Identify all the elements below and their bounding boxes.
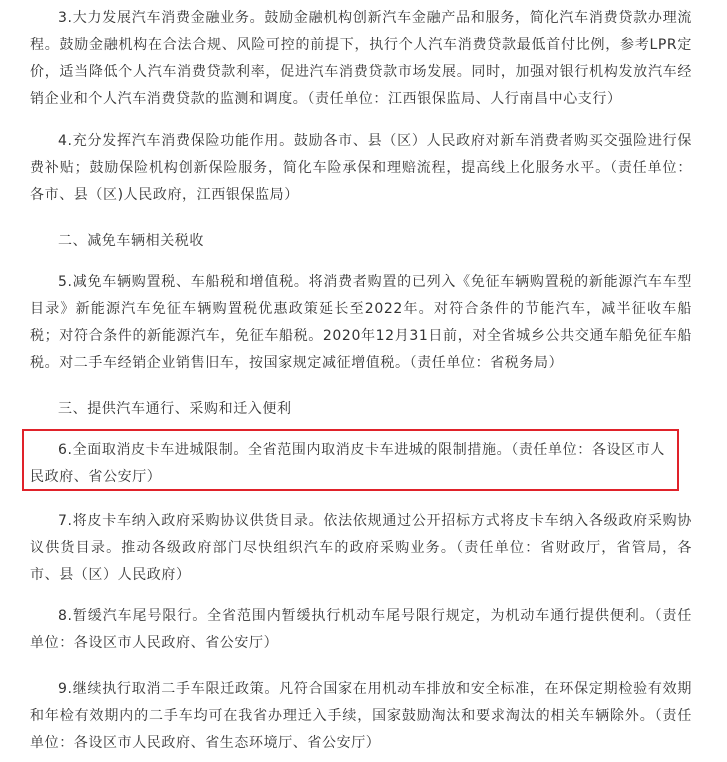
- section-heading-2: 二、减免车辆相关税收: [58, 233, 204, 249]
- paragraph-4: 4.充分发挥汽车消费保险功能作用。鼓励各市、县（区）人民政府对新车消费者购买交强险进行保费补贴；鼓励保险机构创新保险服务，简化车险承保和理赔流程，提高线上化服务水平。（责任单位：各市、县（区)人民政府，江西银保监局）: [30, 133, 692, 203]
- red-highlight-box: [22, 429, 679, 491]
- section-heading-3: 三、提供汽车通行、采购和迁入便利: [58, 401, 292, 417]
- paragraph-5: 5.减免车辆购置税、车船税和增值税。将消费者购置的已列入《免征车辆购置税的新能源汽车车型目录》新能源汽车免征车辆购置税优惠政策延长至2022年。对符合条件的节能汽车，减半征收车船税；对符合条件的新能源汽车，免征车船税。2020年12月31日前，对全省城乡公共交通车船免征车船税。对二手车经销企业销售旧车，按国家规定减征增值税。（责任单位：省税务局）: [30, 274, 692, 371]
- paragraph-6: 6.全面取消皮卡车进城限制。全省范围内取消皮卡车进城的限制措施。（责任单位：各设区市人民政府、省公安厅）: [30, 442, 665, 485]
- paragraph-9: 9.继续执行取消二手车限迁政策。凡符合国家在用机动车排放和安全标准，在环保定期检验有效期和年检有效期内的二手车均可在我省办理迁入手续，国家鼓励淘汰和要求淘汰的相关车辆除外。（责任单位：各设区市人民政府、省生态环境厅、省公安厅）: [30, 681, 692, 751]
- paragraph-3: 3.大力发展汽车消费金融业务。鼓励金融机构创新汽车金融产品和服务，简化汽车消费贷款办理流程。鼓励金融机构在合法合规、风险可控的前提下，执行个人汽车消费贷款最低首付比例，参考LPR定价，适当降低个人汽车消费贷款利率，促进汽车消费贷款市场发展。同时，加强对银行机构发放汽车经销企业和个人汽车消费贷款的监测和调度。（责任单位：江西银保监局、人行南昌中心支行）: [30, 10, 692, 107]
- paragraph-8: 8.暂缓汽车尾号限行。全省范围内暂缓执行机动车尾号限行规定，为机动车通行提供便利。（责任单位：各设区市人民政府、省公安厅）: [30, 608, 692, 651]
- paragraph-7: 7.将皮卡车纳入政府采购协议供货目录。依法依规通过公开招标方式将皮卡车纳入各级政府采购协议供货目录。推动各级政府部门尽快组织汽车的政府采购业务。（责任单位：省财政厅，省管局，各市、县（区）人民政府）: [30, 513, 692, 583]
